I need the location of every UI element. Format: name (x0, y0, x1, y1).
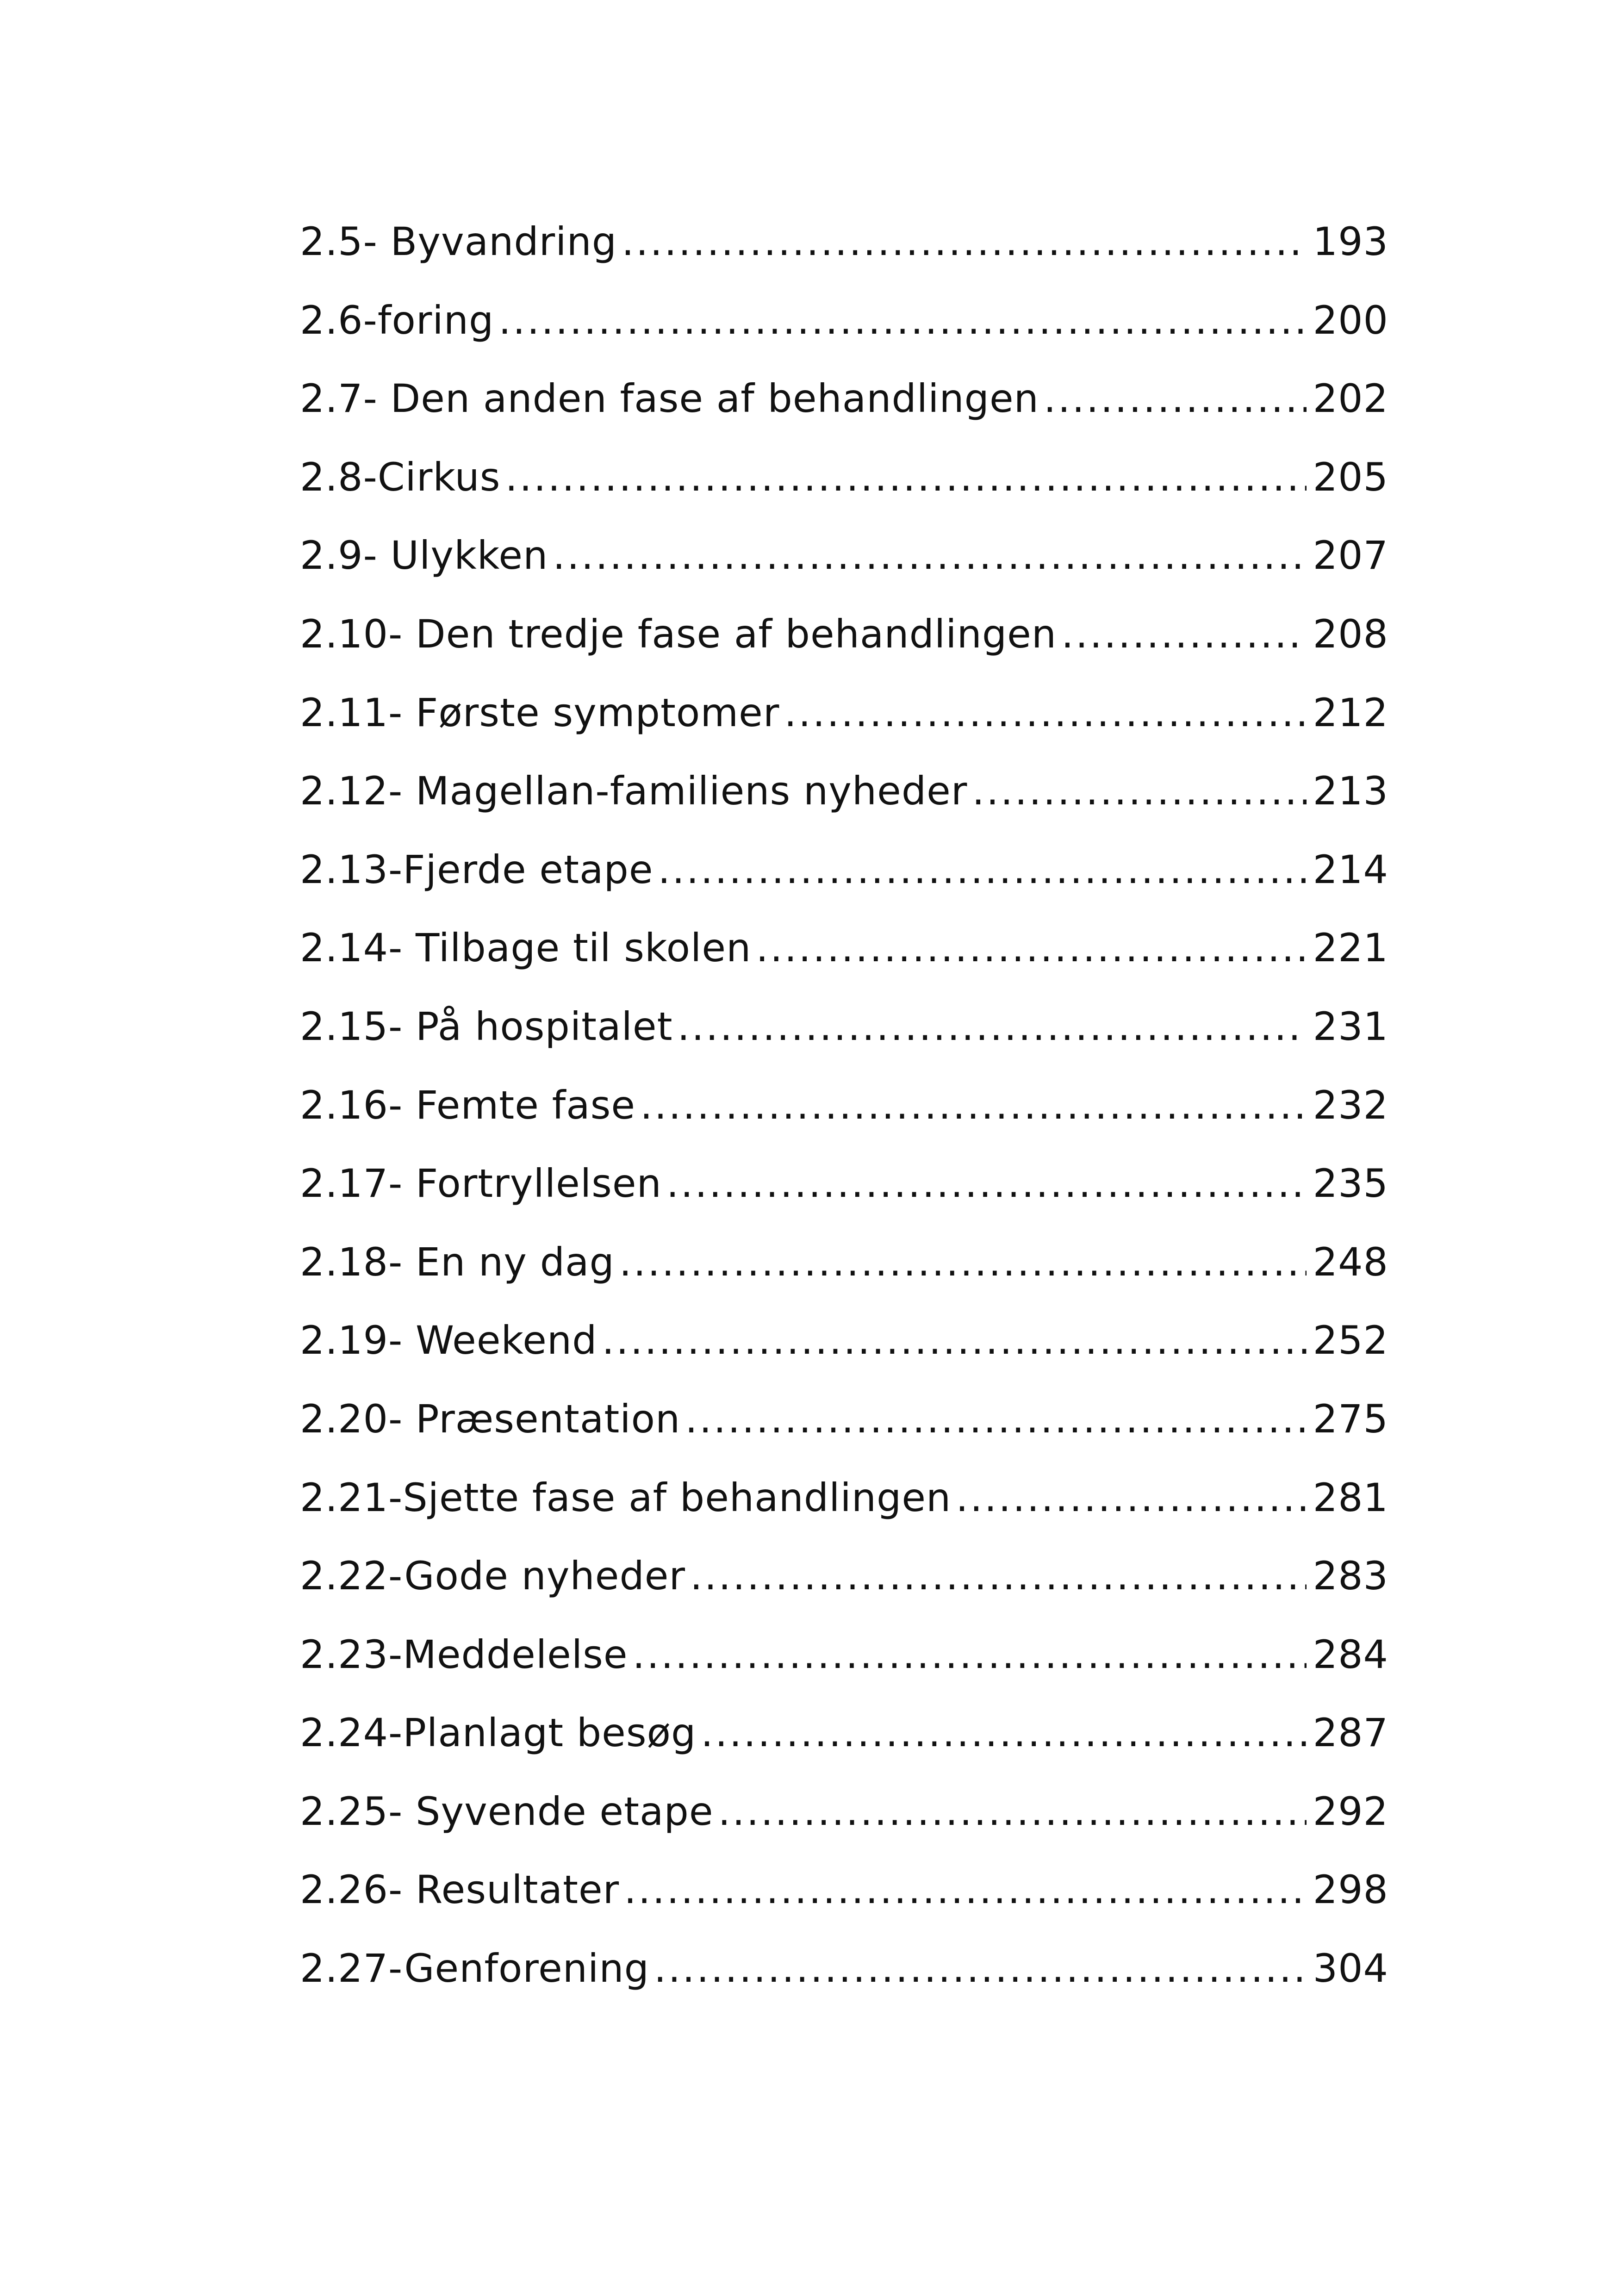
toc-entry (300, 530, 1388, 609)
toc-entry (300, 217, 1388, 295)
dot-leader (619, 1237, 1307, 1287)
dot-leader (553, 530, 1306, 580)
toc-entry (300, 688, 1388, 766)
toc-entry (300, 1315, 1388, 1394)
dot-leader (1061, 609, 1307, 659)
toc-entry (300, 1630, 1388, 1708)
dot-leader (622, 217, 1307, 267)
toc-entry (300, 452, 1388, 531)
dot-leader (654, 1943, 1307, 1993)
toc-entry-page-number: 193 (1313, 219, 1388, 264)
toc-entry-title: 2.11- Første symptomer (300, 690, 780, 735)
toc-entry-title: 2.27-Genforening (300, 1946, 649, 1991)
toc-entry (300, 1158, 1388, 1237)
toc-entry-page-number: 232 (1313, 1082, 1388, 1128)
toc-entry-page-number: 304 (1313, 1946, 1388, 1991)
toc-entry-title: 2.18- En ny dag (300, 1239, 615, 1285)
toc-entry (300, 1943, 1388, 2022)
toc-entry-page-number: 275 (1313, 1396, 1388, 1442)
toc-entry-page-number: 235 (1313, 1161, 1388, 1207)
dot-leader (624, 1865, 1306, 1915)
toc-entry-page-number: 292 (1313, 1788, 1388, 1834)
dot-leader (505, 452, 1307, 502)
dot-leader (633, 1630, 1307, 1680)
toc-entry (300, 373, 1388, 452)
toc-entry-title: 2.15- På hospitalet (300, 1003, 673, 1049)
toc-entry (300, 1473, 1388, 1551)
toc-entry-page-number: 207 (1313, 533, 1388, 579)
toc-entry-title: 2.6-foring (300, 297, 494, 343)
toc-entry-title: 2.17- Fortryllelsen (300, 1161, 662, 1207)
toc-entry-page-number: 281 (1313, 1475, 1388, 1520)
toc-entry-page-number: 208 (1313, 611, 1388, 657)
toc-entry-page-number: 248 (1313, 1239, 1388, 1285)
dot-leader (718, 1786, 1307, 1836)
toc-entry (300, 1786, 1388, 1865)
toc-entry (300, 1237, 1388, 1316)
dot-leader (784, 688, 1306, 738)
toc-entry (300, 1865, 1388, 1943)
toc-entry-page-number: 231 (1313, 1003, 1388, 1049)
toc-entry-page-number: 284 (1313, 1631, 1388, 1677)
toc-entry (300, 1394, 1388, 1473)
dot-leader (666, 1158, 1307, 1208)
dot-leader (701, 1708, 1306, 1758)
toc-entry (300, 609, 1388, 688)
toc-entry-page-number: 200 (1313, 297, 1388, 343)
dot-leader (678, 1002, 1307, 1052)
dot-leader (1044, 373, 1307, 423)
toc-entry-page-number: 205 (1313, 454, 1388, 500)
dot-leader (972, 766, 1306, 816)
toc-entry-title: 2.7- Den anden fase af behandlingen (300, 376, 1039, 422)
toc-entry-page-number: 287 (1313, 1710, 1388, 1756)
toc-entry (300, 845, 1388, 923)
toc-entry (300, 766, 1388, 845)
toc-entry-title: 2.25- Syvende etape (300, 1788, 714, 1834)
toc-entry (300, 923, 1388, 1002)
dot-leader (498, 295, 1306, 345)
dot-leader (658, 845, 1307, 895)
toc-entry-page-number: 212 (1313, 690, 1388, 735)
toc-entry-title: 2.24-Planlagt besøg (300, 1710, 697, 1756)
toc-entry-page-number: 213 (1313, 768, 1388, 814)
toc-entry (300, 1551, 1388, 1630)
toc-entry (300, 1002, 1388, 1080)
dot-leader (640, 1080, 1307, 1130)
toc-entry-title: 2.10- Den tredje fase af behandlingen (300, 611, 1057, 657)
toc-entry-page-number: 221 (1313, 925, 1388, 971)
dot-leader (956, 1473, 1306, 1523)
toc-entry-title: 2.8-Cirkus (300, 454, 501, 500)
dot-leader (685, 1394, 1306, 1444)
toc-entry-title: 2.26- Resultater (300, 1867, 620, 1913)
toc-entry-title: 2.16- Femte fase (300, 1082, 636, 1128)
toc-entry (300, 1708, 1388, 1786)
dot-leader (756, 923, 1306, 973)
toc-entry-page-number: 214 (1313, 846, 1388, 892)
toc-entry-title: 2.13-Fjerde etape (300, 846, 653, 892)
toc-entry-title: 2.21-Sjette fase af behandlingen (300, 1475, 952, 1520)
toc-entry-page-number: 252 (1313, 1318, 1388, 1363)
toc-entry-title: 2.9- Ulykken (300, 533, 548, 579)
toc-entry-title: 2.22-Gode nyheder (300, 1553, 686, 1599)
toc-entry-page-number: 283 (1313, 1553, 1388, 1599)
toc-entry-title: 2.20- Præsentation (300, 1396, 681, 1442)
toc-entry-page-number: 298 (1313, 1867, 1388, 1913)
toc-entry (300, 1080, 1388, 1159)
dot-leader (602, 1315, 1306, 1365)
dot-leader (690, 1551, 1307, 1601)
toc-entry-title: 2.12- Magellan-familiens nyheder (300, 768, 968, 814)
toc-entry-title: 2.23-Meddelelse (300, 1631, 628, 1677)
toc-entry (300, 295, 1388, 374)
table-of-contents (300, 217, 1388, 2022)
toc-entry-title: 2.14- Tilbage til skolen (300, 925, 752, 971)
toc-entry-title: 2.19- Weekend (300, 1318, 597, 1363)
toc-entry-page-number: 202 (1313, 376, 1388, 422)
toc-entry-title: 2.5- Byvandring (300, 219, 617, 264)
